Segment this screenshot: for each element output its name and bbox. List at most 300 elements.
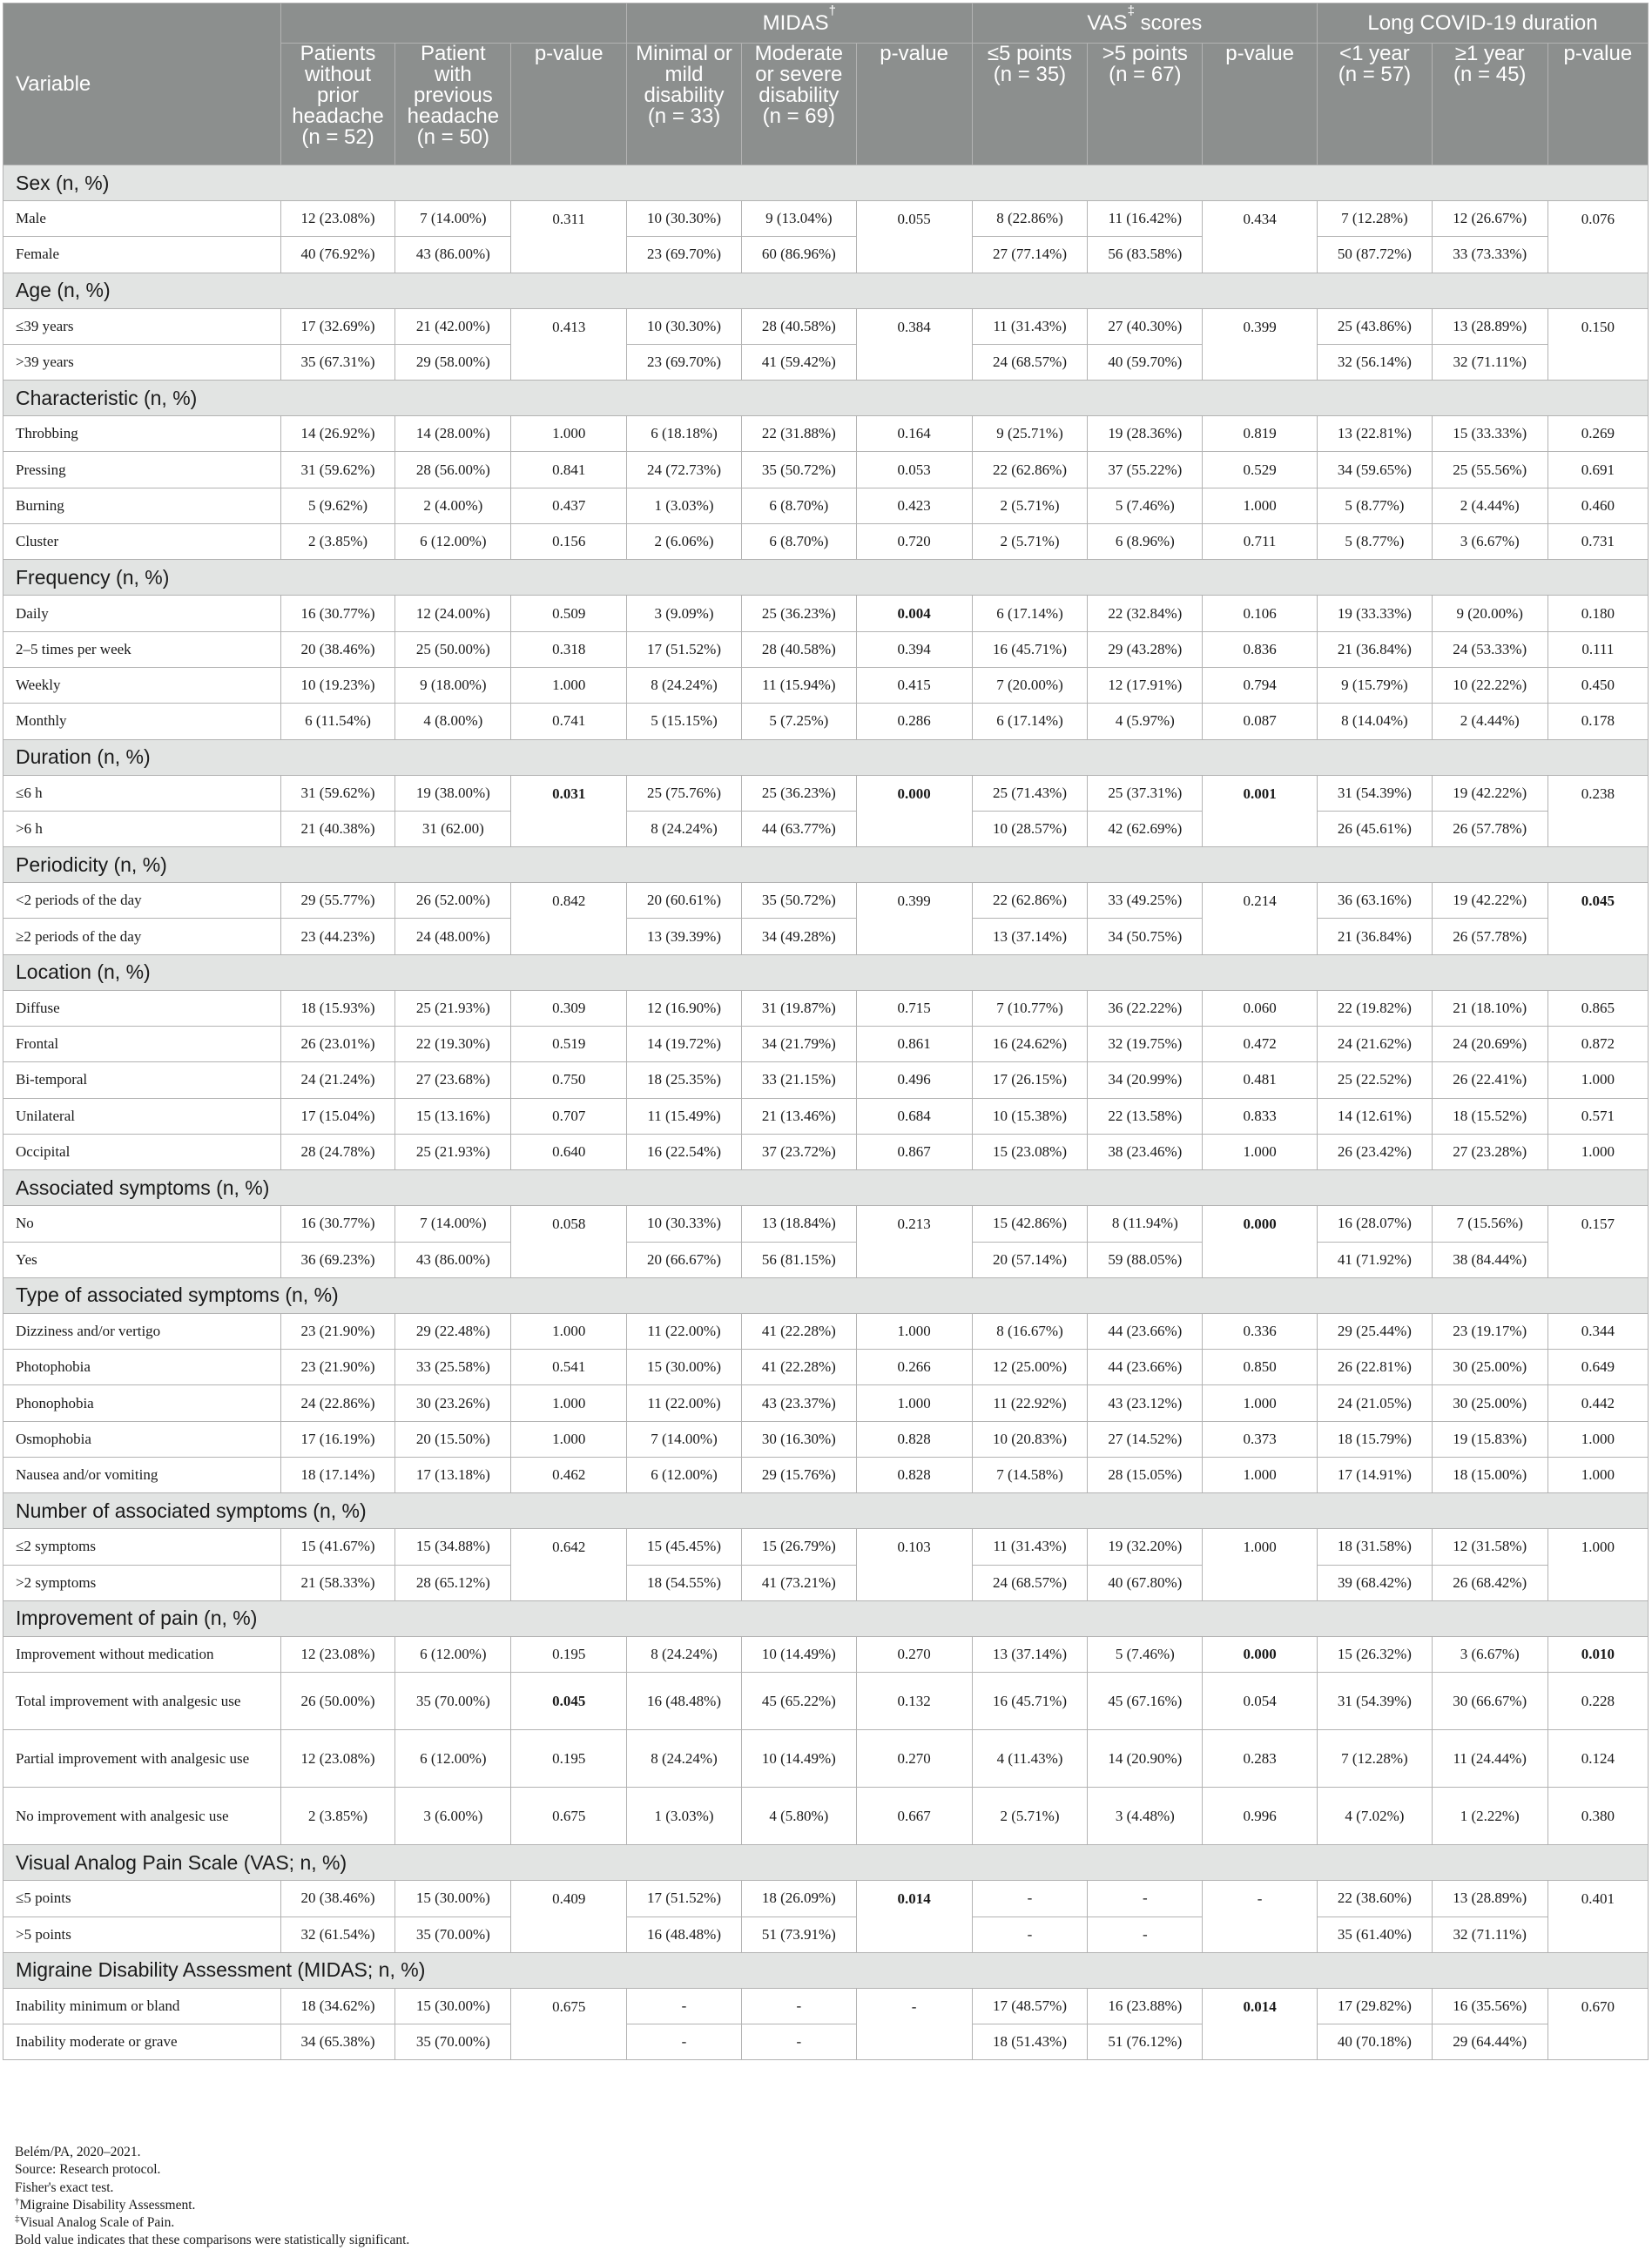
table-row <box>3 1206 1649 1242</box>
p-value-cell: 1.000 <box>856 1313 972 1349</box>
value-cell: 29 (25.44%) <box>1318 1313 1433 1349</box>
value-cell: 2 (3.85%) <box>280 524 395 560</box>
value-cell: 21 (58.33%) <box>280 1565 395 1600</box>
value-cell: 2 (5.71%) <box>972 524 1088 560</box>
p-value-cell: 0.000 <box>1203 1206 1318 1278</box>
value-cell: 42 (62.69%) <box>1088 811 1203 846</box>
value-cell: 36 (63.16%) <box>1318 883 1433 919</box>
value-cell: 15 (41.67%) <box>280 1529 395 1565</box>
value-cell: 39 (68.42%) <box>1318 1565 1433 1600</box>
p-value-cell: 0.836 <box>1203 631 1318 667</box>
section-title: Number of associated symptoms (n, %) <box>3 1493 1649 1529</box>
value-cell: 41 (22.28%) <box>741 1313 856 1349</box>
p-value-cell: 0.472 <box>1203 1027 1318 1062</box>
row-label: Pressing <box>3 452 281 488</box>
p-value-cell: 1.000 <box>511 416 627 452</box>
value-cell: 7 (12.28%) <box>1318 201 1433 237</box>
value-cell: 35 (61.40%) <box>1318 1917 1433 1952</box>
value-cell: 44 (23.66%) <box>1088 1350 1203 1385</box>
section-title: Sex (n, %) <box>3 165 1649 201</box>
table-row <box>3 1098 1649 1134</box>
p-value-cell: 0.715 <box>856 990 972 1026</box>
value-cell: 17 (29.82%) <box>1318 1988 1433 2024</box>
p-value-cell: 0.434 <box>1203 201 1318 273</box>
section-header-row <box>3 381 1649 416</box>
value-cell: 2 (5.71%) <box>972 488 1088 523</box>
value-cell: 21 (42.00%) <box>395 308 511 344</box>
value-cell: 14 (26.92%) <box>280 416 395 452</box>
value-cell: 26 (57.78%) <box>1432 811 1547 846</box>
value-cell: 44 (63.77%) <box>741 811 856 846</box>
p-value-cell: 0.004 <box>856 596 972 631</box>
table-row <box>3 237 1649 273</box>
row-label: ≤2 symptoms <box>3 1529 281 1565</box>
p-value-cell: 1.000 <box>1547 1529 1648 1601</box>
value-cell: 6 (12.00%) <box>395 1730 511 1788</box>
col-title: ≥1 year <box>1454 42 1525 65</box>
value-cell: 16 (30.77%) <box>280 596 395 631</box>
table-row <box>3 1788 1649 1845</box>
p-value-cell: 0.872 <box>1547 1027 1648 1062</box>
value-cell: 5 (8.77%) <box>1318 524 1433 560</box>
p-value-cell: 0.413 <box>511 308 627 381</box>
value-cell: 11 (22.00%) <box>627 1313 742 1349</box>
p-value-cell: 0.399 <box>856 883 972 955</box>
value-cell: 40 (70.18%) <box>1318 2024 1433 2060</box>
value-cell: 11 (16.42%) <box>1088 201 1203 237</box>
value-cell: 24 (68.57%) <box>972 344 1088 380</box>
value-cell: 17 (48.57%) <box>972 1988 1088 2024</box>
row-label: 2–5 times per week <box>3 631 281 667</box>
value-cell: 22 (13.58%) <box>1088 1098 1203 1134</box>
header-row-groups <box>3 3 1649 44</box>
table-row <box>3 775 1649 811</box>
value-cell: 24 (21.05%) <box>1318 1385 1433 1421</box>
value-cell: 8 (24.24%) <box>627 1636 742 1672</box>
value-cell: 25 (36.23%) <box>741 775 856 811</box>
col-n: (n = 67) <box>1109 63 1182 86</box>
section-header-row <box>3 847 1649 883</box>
p-value-cell: 0.640 <box>511 1134 627 1169</box>
table-row <box>3 308 1649 344</box>
value-cell: 23 (21.90%) <box>280 1350 395 1385</box>
value-cell: 38 (23.46%) <box>1088 1134 1203 1169</box>
value-cell: 6 (12.00%) <box>627 1458 742 1493</box>
value-cell: 3 (4.48%) <box>1088 1788 1203 1845</box>
value-cell: 29 (64.44%) <box>1432 2024 1547 2060</box>
p-value-cell: 0.157 <box>1547 1206 1648 1278</box>
p-value-cell: 0.519 <box>511 1027 627 1062</box>
value-cell: 17 (16.19%) <box>280 1421 395 1457</box>
value-cell: 44 (23.66%) <box>1088 1313 1203 1349</box>
value-cell: 15 (13.16%) <box>395 1098 511 1134</box>
p-value-cell: 0.571 <box>1547 1098 1648 1134</box>
value-cell: 26 (23.42%) <box>1318 1134 1433 1169</box>
table-row <box>3 2024 1649 2060</box>
row-label: Occipital <box>3 1134 281 1169</box>
p-value-cell: 0.270 <box>856 1636 972 1672</box>
value-cell: 31 (19.87%) <box>741 990 856 1026</box>
value-cell: 38 (84.44%) <box>1432 1242 1547 1277</box>
value-cell: 2 (4.44%) <box>1432 488 1547 523</box>
p-value-cell: 0.828 <box>856 1458 972 1493</box>
value-cell: 17 (15.04%) <box>280 1098 395 1134</box>
value-cell: 24 (21.62%) <box>1318 1027 1433 1062</box>
p-value-cell: 0.124 <box>1547 1730 1648 1788</box>
p-value-cell: 1.000 <box>856 1385 972 1421</box>
p-value-cell: 0.707 <box>511 1098 627 1134</box>
value-cell: 35 (70.00%) <box>395 1673 511 1730</box>
col-n: (n = 33) <box>647 104 721 128</box>
value-cell: 15 (30.00%) <box>395 1988 511 2024</box>
value-cell: 6 (17.14%) <box>972 596 1088 631</box>
value-cell: 17 (51.52%) <box>627 631 742 667</box>
p-value-cell: 0.286 <box>856 704 972 739</box>
header-col-under-1y <box>1318 44 1433 165</box>
footnote-mark: ‡ <box>15 2213 20 2225</box>
row-label: Unilateral <box>3 1098 281 1134</box>
value-cell: 34 (59.65%) <box>1318 452 1433 488</box>
row-label: >5 points <box>3 1917 281 1952</box>
section-header-row <box>3 1845 1649 1881</box>
value-cell: 6 (18.18%) <box>627 416 742 452</box>
value-cell: 28 (40.58%) <box>741 308 856 344</box>
p-value-cell: 0.001 <box>1203 775 1318 847</box>
table-row <box>3 596 1649 631</box>
p-value-cell: 0.180 <box>1547 596 1648 631</box>
col-title: <1 year <box>1339 42 1410 65</box>
value-cell: 32 (61.54%) <box>280 1917 395 1952</box>
p-value-cell: 0.031 <box>511 775 627 847</box>
value-cell: 18 (15.93%) <box>280 990 395 1026</box>
value-cell: 14 (28.00%) <box>395 416 511 452</box>
row-label: ≤6 h <box>3 775 281 811</box>
row-label: >6 h <box>3 811 281 846</box>
value-cell: 4 (11.43%) <box>972 1730 1088 1788</box>
value-cell: 13 (28.89%) <box>1432 1881 1547 1917</box>
value-cell: 8 (24.24%) <box>627 667 742 703</box>
value-cell: 26 (52.00%) <box>395 883 511 919</box>
value-cell: 29 (55.77%) <box>280 883 395 919</box>
header-pvalue-2: p-value <box>856 44 972 165</box>
value-cell: 25 (43.86%) <box>1318 308 1433 344</box>
table-row <box>3 1350 1649 1385</box>
value-cell: 12 (26.67%) <box>1432 201 1547 237</box>
value-cell: 16 (48.48%) <box>627 1917 742 1952</box>
p-value-cell: 0.828 <box>856 1421 972 1457</box>
row-label: Improvement without medication <box>3 1636 281 1672</box>
value-cell: 16 (30.77%) <box>280 1206 395 1242</box>
value-cell: 22 (38.60%) <box>1318 1881 1433 1917</box>
value-cell: 9 (25.71%) <box>972 416 1088 452</box>
value-cell: 27 (23.28%) <box>1432 1134 1547 1169</box>
value-cell: 20 (66.67%) <box>627 1242 742 1277</box>
value-cell: 20 (60.61%) <box>627 883 742 919</box>
p-value-cell: 0.228 <box>1547 1673 1648 1730</box>
value-cell: 23 (19.17%) <box>1432 1313 1547 1349</box>
p-value-cell: 0.720 <box>856 524 972 560</box>
header-vas-mark: ‡ <box>1127 3 1135 18</box>
row-label: Phonophobia <box>3 1385 281 1421</box>
table-row <box>3 1027 1649 1062</box>
row-label: Yes <box>3 1242 281 1277</box>
value-cell: 35 (50.72%) <box>741 452 856 488</box>
value-cell: 15 (45.45%) <box>627 1529 742 1565</box>
table-row <box>3 667 1649 703</box>
row-label: Inability moderate or grave <box>3 2024 281 2060</box>
value-cell: 13 (18.84%) <box>741 1206 856 1242</box>
table-row <box>3 1242 1649 1277</box>
p-value-cell: 0.462 <box>511 1458 627 1493</box>
header-variable: Variable <box>3 3 281 165</box>
value-cell: 12 (23.08%) <box>280 201 395 237</box>
value-cell: 18 (51.43%) <box>972 2024 1088 2060</box>
value-cell: - <box>1088 1881 1203 1917</box>
value-cell: 3 (6.67%) <box>1432 524 1547 560</box>
footnote-location: Belém/PA, 2020–2021. <box>15 2145 141 2159</box>
footnote-bold: Bold value indicates that these comparisons were statistically significant. <box>15 2233 410 2248</box>
value-cell: 4 (8.00%) <box>395 704 511 739</box>
value-cell: 24 (68.57%) <box>972 1565 1088 1600</box>
value-cell: 45 (67.16%) <box>1088 1673 1203 1730</box>
col-title: ≤5 points <box>987 42 1073 65</box>
table-row <box>3 1917 1649 1952</box>
value-cell: 30 (25.00%) <box>1432 1350 1547 1385</box>
value-cell: 15 (26.79%) <box>741 1529 856 1565</box>
section-header-row <box>3 1493 1649 1529</box>
value-cell: 24 (22.86%) <box>280 1385 395 1421</box>
value-cell: 27 (77.14%) <box>972 237 1088 273</box>
row-label: Daily <box>3 596 281 631</box>
value-cell: 11 (22.00%) <box>627 1385 742 1421</box>
value-cell: 10 (14.49%) <box>741 1636 856 1672</box>
col-n: (n = 35) <box>993 63 1067 86</box>
value-cell: 2 (5.71%) <box>972 1788 1088 1845</box>
footnote-mark: † <box>15 2195 20 2206</box>
footnote-midas <box>15 2197 409 2214</box>
p-value-cell: 0.270 <box>856 1730 972 1788</box>
value-cell: 10 (19.23%) <box>280 667 395 703</box>
value-cell: 17 (13.18%) <box>395 1458 511 1493</box>
value-cell: 18 (31.58%) <box>1318 1529 1433 1565</box>
value-cell: 12 (17.91%) <box>1088 667 1203 703</box>
value-cell: 12 (25.00%) <box>972 1350 1088 1385</box>
p-value-cell: 1.000 <box>511 1385 627 1421</box>
value-cell: 13 (39.39%) <box>627 919 742 954</box>
footnote-text: Visual Analog Scale of Pain. <box>19 2215 175 2231</box>
p-value-cell: 1.000 <box>1203 1458 1318 1493</box>
value-cell: 25 (22.52%) <box>1318 1062 1433 1098</box>
p-value-cell: 0.529 <box>1203 452 1318 488</box>
value-cell: 3 (9.09%) <box>627 596 742 631</box>
p-value-cell: 1.000 <box>511 1421 627 1457</box>
value-cell: 12 (23.08%) <box>280 1730 395 1788</box>
table-body <box>3 165 1649 2060</box>
value-cell: 23 (44.23%) <box>280 919 395 954</box>
value-cell: 12 (16.90%) <box>627 990 742 1026</box>
p-value-cell: 0.670 <box>1547 1988 1648 2060</box>
value-cell: 26 (23.01%) <box>280 1027 395 1062</box>
section-header-row <box>3 1170 1649 1206</box>
p-value-cell: 0.055 <box>856 201 972 273</box>
value-cell: 59 (88.05%) <box>1088 1242 1203 1277</box>
section-title: Frequency (n, %) <box>3 560 1649 596</box>
value-cell: 27 (23.68%) <box>395 1062 511 1098</box>
row-label: Throbbing <box>3 416 281 452</box>
p-value-cell: - <box>856 1988 972 2060</box>
header-vas-suffix: scores <box>1134 10 1203 35</box>
row-label: Cluster <box>3 524 281 560</box>
p-value-cell: 0.213 <box>856 1206 972 1278</box>
value-cell: 35 (70.00%) <box>395 1917 511 1952</box>
p-value-cell: 0.833 <box>1203 1098 1318 1134</box>
value-cell: 7 (14.00%) <box>627 1421 742 1457</box>
table-footnotes <box>15 2144 409 2250</box>
value-cell: 26 (68.42%) <box>1432 1565 1547 1600</box>
value-cell: 7 (14.00%) <box>395 201 511 237</box>
p-value-cell: 0.318 <box>511 631 627 667</box>
p-value-cell: 0.481 <box>1203 1062 1318 1098</box>
value-cell: 7 (12.28%) <box>1318 1730 1433 1788</box>
value-cell: 24 (48.00%) <box>395 919 511 954</box>
header-col-over-1y <box>1432 44 1547 165</box>
p-value-cell: 0.675 <box>511 1788 627 1845</box>
section-title: Duration (n, %) <box>3 739 1649 775</box>
p-value-cell: 1.000 <box>1547 1134 1648 1169</box>
header-pvalue-4: p-value <box>1547 44 1648 165</box>
col-n: (n = 52) <box>301 125 374 149</box>
table-row <box>3 1881 1649 1917</box>
value-cell: 26 (50.00%) <box>280 1673 395 1730</box>
value-cell: 31 (59.62%) <box>280 775 395 811</box>
value-cell: 19 (33.33%) <box>1318 596 1433 631</box>
value-cell: 37 (23.72%) <box>741 1134 856 1169</box>
value-cell: 35 (70.00%) <box>395 2024 511 2060</box>
value-cell: 3 (6.00%) <box>395 1788 511 1845</box>
value-cell: 16 (48.48%) <box>627 1673 742 1730</box>
value-cell: 29 (15.76%) <box>741 1458 856 1493</box>
value-cell: 21 (40.38%) <box>280 811 395 846</box>
value-cell: 35 (67.31%) <box>280 344 395 380</box>
p-value-cell: 0.132 <box>856 1673 972 1730</box>
value-cell: 10 (30.30%) <box>627 308 742 344</box>
value-cell: 16 (28.07%) <box>1318 1206 1433 1242</box>
value-cell: 22 (32.84%) <box>1088 596 1203 631</box>
value-cell: 19 (38.00%) <box>395 775 511 811</box>
row-label: Photophobia <box>3 1350 281 1385</box>
value-cell: 18 (25.35%) <box>627 1062 742 1098</box>
row-label: ≤5 points <box>3 1881 281 1917</box>
value-cell: 2 (4.00%) <box>395 488 511 523</box>
p-value-cell: 0.336 <box>1203 1313 1318 1349</box>
p-value-cell: 0.750 <box>511 1062 627 1098</box>
value-cell: 29 (22.48%) <box>395 1313 511 1349</box>
value-cell: 51 (76.12%) <box>1088 2024 1203 2060</box>
value-cell: 24 (53.33%) <box>1432 631 1547 667</box>
value-cell: 20 (15.50%) <box>395 1421 511 1457</box>
p-value-cell: 1.000 <box>1203 1134 1318 1169</box>
row-label: >2 symptoms <box>3 1565 281 1600</box>
p-value-cell: 0.111 <box>1547 631 1648 667</box>
value-cell: 41 (71.92%) <box>1318 1242 1433 1277</box>
value-cell: 25 (75.76%) <box>627 775 742 811</box>
table-row <box>3 1313 1649 1349</box>
value-cell: 16 (35.56%) <box>1432 1988 1547 2024</box>
header-midas-label: MIDAS <box>762 10 829 35</box>
header-col-vas-low <box>972 44 1088 165</box>
p-value-cell: 0.496 <box>856 1062 972 1098</box>
header-col-minimal-mild <box>627 44 742 165</box>
value-cell: 5 (9.62%) <box>280 488 395 523</box>
value-cell: 30 (66.67%) <box>1432 1673 1547 1730</box>
p-value-cell: 0.711 <box>1203 524 1318 560</box>
row-label: Male <box>3 201 281 237</box>
value-cell: 10 (15.38%) <box>972 1098 1088 1134</box>
section-title: Visual Analog Pain Scale (VAS; n, %) <box>3 1845 1649 1881</box>
value-cell: 26 (45.61%) <box>1318 811 1433 846</box>
value-cell: 17 (32.69%) <box>280 308 395 344</box>
p-value-cell: 0.667 <box>856 1788 972 1845</box>
section-title: Characteristic (n, %) <box>3 381 1649 416</box>
footnote-vas <box>15 2214 409 2232</box>
value-cell: 35 (50.72%) <box>741 883 856 919</box>
value-cell: 7 (15.56%) <box>1432 1206 1547 1242</box>
p-value-cell: 0.195 <box>511 1636 627 1672</box>
value-cell: 34 (65.38%) <box>280 2024 395 2060</box>
value-cell: 10 (30.33%) <box>627 1206 742 1242</box>
value-cell: 6 (8.70%) <box>741 524 856 560</box>
p-value-cell: 0.741 <box>511 704 627 739</box>
section-title: Periodicity (n, %) <box>3 847 1649 883</box>
p-value-cell: 1.000 <box>1203 488 1318 523</box>
footnote-source: Source: Research protocol. <box>15 2162 161 2178</box>
footnote-text: Migraine Disability Assessment. <box>19 2197 196 2213</box>
table-row <box>3 452 1649 488</box>
p-value-cell: 0.415 <box>856 667 972 703</box>
value-cell: 11 (31.43%) <box>972 1529 1088 1565</box>
p-value-cell: 1.000 <box>1547 1458 1648 1493</box>
value-cell: 15 (26.32%) <box>1318 1636 1433 1672</box>
col-title: Patient with previous headache <box>407 42 500 128</box>
value-cell: 43 (86.00%) <box>395 1242 511 1277</box>
value-cell: 41 (59.42%) <box>741 344 856 380</box>
value-cell: 19 (28.36%) <box>1088 416 1203 452</box>
value-cell: 25 (36.23%) <box>741 596 856 631</box>
value-cell: 33 (25.58%) <box>395 1350 511 1385</box>
p-value-cell: 0.164 <box>856 416 972 452</box>
value-cell: 43 (23.12%) <box>1088 1385 1203 1421</box>
value-cell: 11 (15.94%) <box>741 667 856 703</box>
section-header-row <box>3 954 1649 990</box>
header-pvalue-1: p-value <box>511 44 627 165</box>
value-cell: 18 (17.14%) <box>280 1458 395 1493</box>
value-cell: 16 (23.88%) <box>1088 1988 1203 2024</box>
value-cell: 19 (42.22%) <box>1432 775 1547 811</box>
value-cell: 3 (6.67%) <box>1432 1636 1547 1672</box>
value-cell: 18 (34.62%) <box>280 1988 395 2024</box>
p-value-cell: 0.000 <box>1203 1636 1318 1672</box>
value-cell: 4 (5.80%) <box>741 1788 856 1845</box>
value-cell: 9 (18.00%) <box>395 667 511 703</box>
value-cell: 10 (30.30%) <box>627 201 742 237</box>
row-label: Female <box>3 237 281 273</box>
value-cell: 18 (15.52%) <box>1432 1098 1547 1134</box>
row-label: Weekly <box>3 667 281 703</box>
table-row <box>3 1529 1649 1565</box>
section-header-row <box>3 165 1649 201</box>
value-cell: 16 (24.62%) <box>972 1027 1088 1062</box>
value-cell: 29 (43.28%) <box>1088 631 1203 667</box>
